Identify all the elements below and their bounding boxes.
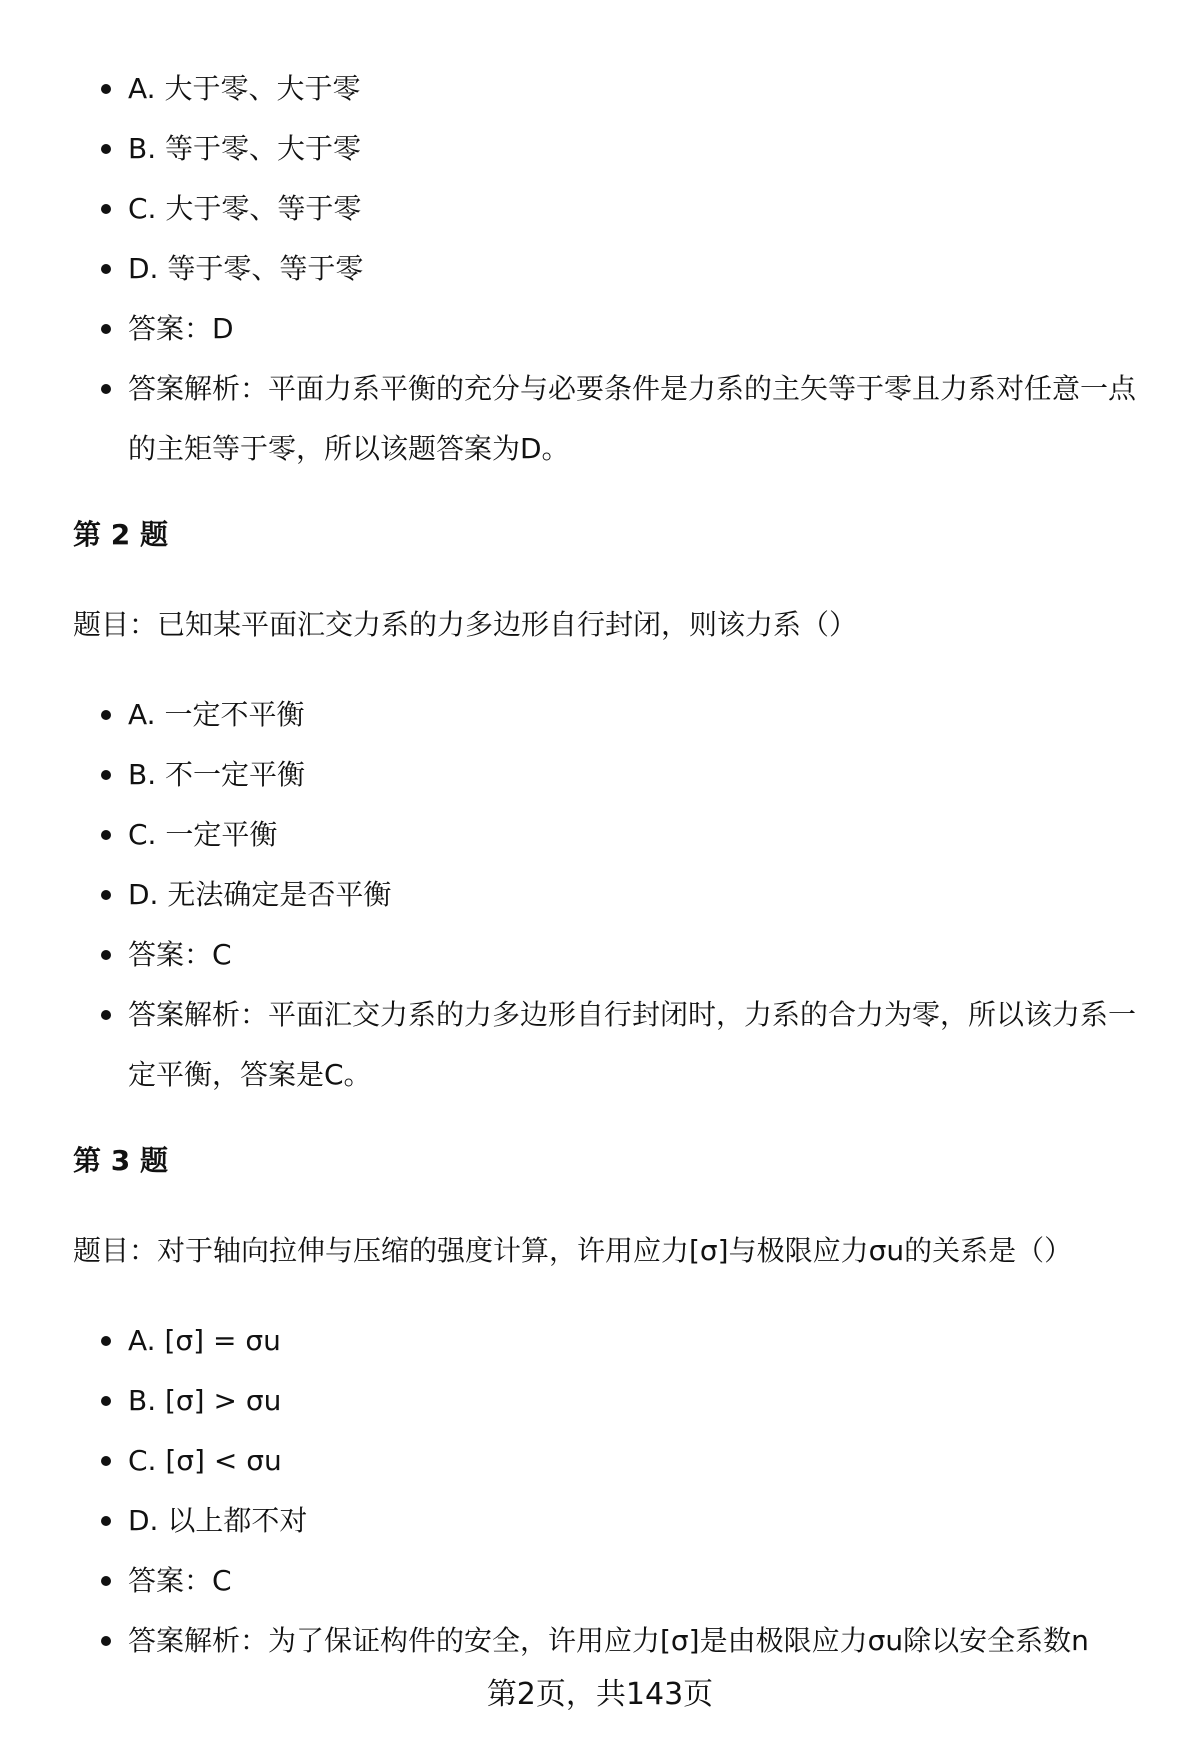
list-item bbox=[73, 239, 1153, 299]
option-c: C. [σ] < σu bbox=[128, 1444, 282, 1477]
page-number-footer: 第2页，共143页 bbox=[486, 1677, 714, 1712]
list-item bbox=[73, 745, 1153, 805]
bullet-icon bbox=[101, 84, 111, 94]
bullet-icon bbox=[101, 1576, 111, 1586]
list-item bbox=[73, 1611, 1153, 1671]
question-2-stem: 题目：已知某平面汇交力系的力多边形自行封闭，则该力系（） bbox=[73, 608, 858, 641]
list-item bbox=[73, 805, 1153, 865]
answer-analysis: 答案解析：平面力系平衡的充分与必要条件是力系的主矢等于零且力系对任意一点的主矩等于零，所以该题答案为D。 bbox=[128, 372, 1137, 465]
list-item bbox=[73, 179, 1153, 239]
list-item bbox=[73, 1491, 1153, 1551]
list-item bbox=[73, 1431, 1153, 1491]
answer: 答案：D bbox=[128, 312, 234, 345]
question-2-heading: 第 2 题 bbox=[73, 518, 168, 551]
list-item bbox=[73, 299, 1153, 359]
option-c: C. 一定平衡 bbox=[128, 818, 278, 851]
bullet-icon bbox=[101, 1010, 111, 1020]
option-a: A. 一定不平衡 bbox=[128, 698, 305, 731]
bullet-icon bbox=[101, 144, 111, 154]
option-a: A. [σ] = σu bbox=[128, 1324, 281, 1357]
question-3-options bbox=[73, 1311, 1153, 1671]
option-b: B. [σ] > σu bbox=[128, 1384, 282, 1417]
bullet-icon bbox=[101, 384, 111, 394]
question-3-heading: 第 3 题 bbox=[73, 1144, 168, 1177]
list-item bbox=[73, 119, 1153, 179]
list-item bbox=[73, 1371, 1153, 1431]
list-item bbox=[73, 359, 1153, 479]
option-d: D. 无法确定是否平衡 bbox=[128, 878, 392, 911]
answer: 答案：C bbox=[128, 938, 232, 971]
bullet-icon bbox=[101, 1516, 111, 1526]
question-2-options bbox=[73, 685, 1153, 1105]
bullet-icon bbox=[101, 710, 111, 720]
bullet-icon bbox=[101, 204, 111, 214]
list-item bbox=[73, 865, 1153, 925]
question-1-options bbox=[73, 59, 1153, 479]
bullet-icon bbox=[101, 950, 111, 960]
bullet-icon bbox=[101, 324, 111, 334]
option-b: B. 不一定平衡 bbox=[128, 758, 306, 791]
bullet-icon bbox=[101, 264, 111, 274]
list-item bbox=[73, 685, 1153, 745]
bullet-icon bbox=[101, 1456, 111, 1466]
bullet-icon bbox=[101, 1636, 111, 1646]
bullet-icon bbox=[101, 890, 111, 900]
list-item bbox=[73, 925, 1153, 985]
option-d: D. 等于零、等于零 bbox=[128, 252, 364, 285]
answer-analysis: 答案解析：平面汇交力系的力多边形自行封闭时，力系的合力为零，所以该力系一定平衡，答案是C。 bbox=[128, 998, 1137, 1091]
list-item bbox=[73, 985, 1153, 1105]
bullet-icon bbox=[101, 770, 111, 780]
option-b: B. 等于零、大于零 bbox=[128, 132, 362, 165]
option-a: A. 大于零、大于零 bbox=[128, 72, 361, 105]
question-3-stem: 题目：对于轴向拉伸与压缩的强度计算，许用应力[σ]与极限应力σu的关系是（） bbox=[73, 1234, 1073, 1267]
list-item bbox=[73, 59, 1153, 119]
answer: 答案：C bbox=[128, 1564, 232, 1597]
list-item bbox=[73, 1311, 1153, 1371]
list-item bbox=[73, 1551, 1153, 1611]
bullet-icon bbox=[101, 830, 111, 840]
bullet-icon bbox=[101, 1396, 111, 1406]
answer-analysis: 答案解析：为了保证构件的安全，许用应力[σ]是由极限应力σu除以安全系数n bbox=[128, 1624, 1089, 1657]
option-c: C. 大于零、等于零 bbox=[128, 192, 362, 225]
bullet-icon bbox=[101, 1336, 111, 1346]
option-d: D. 以上都不对 bbox=[128, 1504, 308, 1537]
